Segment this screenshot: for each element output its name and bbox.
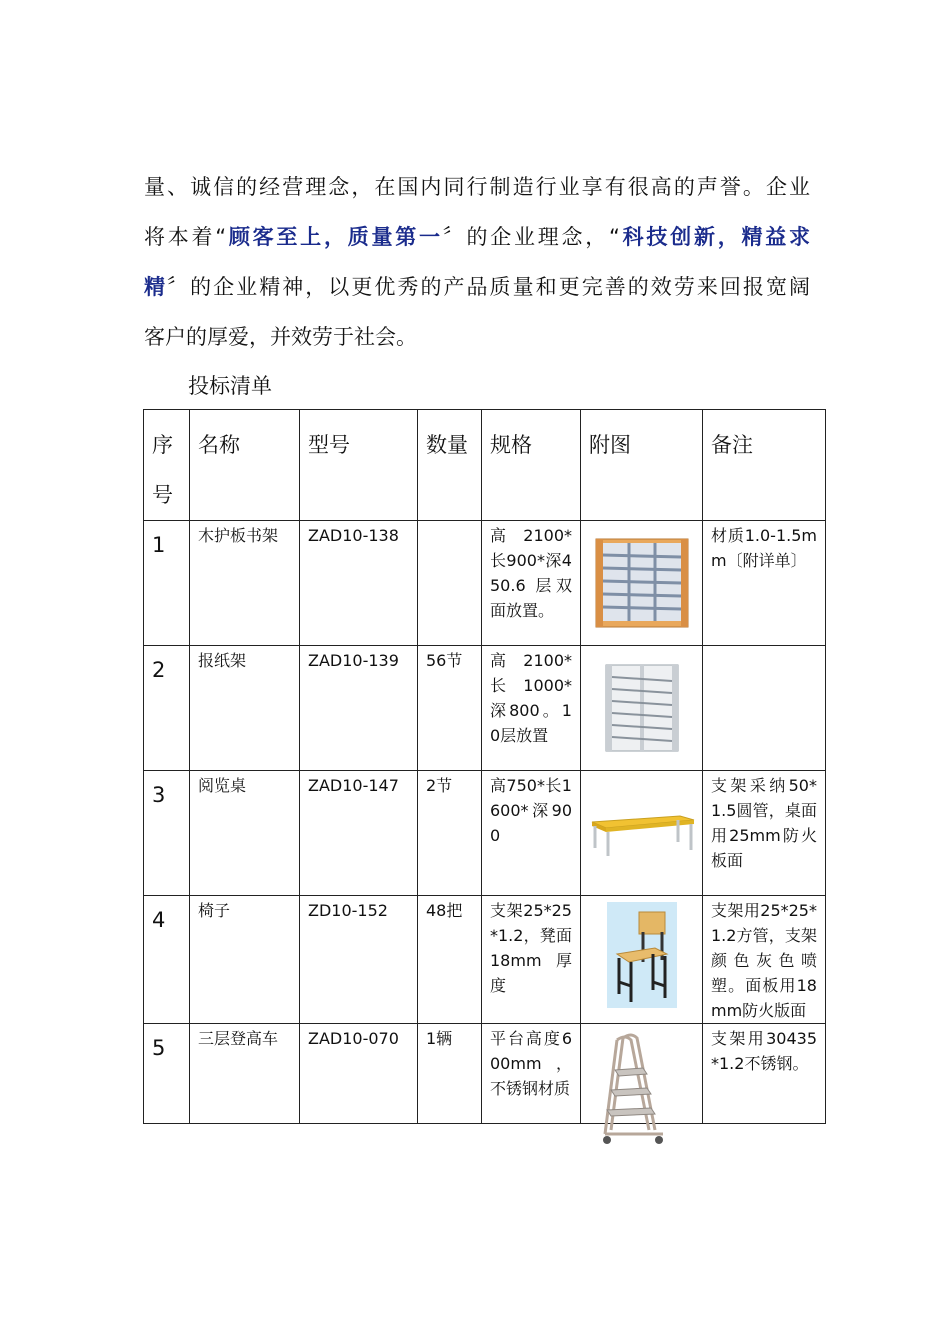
table-row xyxy=(144,1024,826,1124)
cell-text: ZAD10-147 xyxy=(308,776,399,795)
intro-text: 〞的企业理念，“ xyxy=(442,225,620,249)
cell-name xyxy=(190,1024,300,1124)
slogan-customer-first: 顾客至上，质量第一 xyxy=(226,225,443,249)
cell-text: 4 xyxy=(152,908,166,932)
cell-name xyxy=(190,896,300,1024)
cell-name xyxy=(190,521,300,646)
cell-text: 1辆 xyxy=(426,1029,453,1048)
slogan-innovation-end: 精 xyxy=(144,275,168,299)
table-row xyxy=(144,771,826,896)
header-label: 附图 xyxy=(589,433,631,457)
cell-text: ZAD10-138 xyxy=(308,526,399,545)
cell-text: 2 xyxy=(152,658,166,682)
cell-note xyxy=(703,646,826,771)
cell-spec xyxy=(482,1024,581,1124)
cell-text: ZAD10-139 xyxy=(308,651,399,670)
cell-model xyxy=(300,1024,418,1124)
intro-line-4: 客户的厚爱，并效劳于社会。 xyxy=(144,325,417,349)
wooden-bookshelf-image xyxy=(593,537,691,629)
header-label: 数量 xyxy=(426,433,468,457)
cell-text: 高 2100*长 1000*深800。10层放置 xyxy=(490,651,572,745)
cell-index xyxy=(144,771,190,896)
cell-note xyxy=(703,521,826,646)
cell-quantity xyxy=(418,646,482,771)
intro-line-3 xyxy=(144,262,810,312)
cell-text: 3 xyxy=(152,783,166,807)
cell-index xyxy=(144,521,190,646)
intro-line-1: 量、诚信的经营理念，在国内同行制造行业享有很高的声誉。企业 xyxy=(144,175,810,199)
cell-index xyxy=(144,1024,190,1124)
intro-text: 将本着“ xyxy=(144,225,227,249)
cell-text: 48把 xyxy=(426,901,463,920)
cell-text: 1 xyxy=(152,533,166,557)
header-label: 型号 xyxy=(308,433,350,457)
intro-text: 〞的企业精神，以更优秀的产品质量和更完善的效劳来回报宽阔 xyxy=(167,275,811,299)
cell-quantity xyxy=(418,521,482,646)
cell-spec xyxy=(482,896,581,1024)
cell-text: 支架用30435*1.2不锈钢。 xyxy=(711,1029,817,1073)
cell-image xyxy=(581,896,703,1024)
cell-text: 高 2100*长900*深450.6 层双面放置。 xyxy=(490,526,572,620)
reading-table-image xyxy=(588,808,696,858)
table-row xyxy=(144,896,826,1024)
cell-note xyxy=(703,1024,826,1124)
cell-text: 支架25*25*1.2，凳面18mm厚度 xyxy=(490,901,572,995)
cell-name xyxy=(190,646,300,771)
cell-text: 阅览桌 xyxy=(198,776,247,795)
header-quantity xyxy=(418,410,482,521)
header-spec xyxy=(482,410,581,521)
cell-text: 木护板书架 xyxy=(198,526,279,545)
cell-image xyxy=(581,1024,703,1124)
header-label: 序号 xyxy=(152,433,173,507)
cell-text: 支架采纳50*1.5圆管，桌面用25mm防火板面 xyxy=(711,776,817,870)
header-label: 名称 xyxy=(198,433,240,457)
cell-model xyxy=(300,521,418,646)
cell-text: 56节 xyxy=(426,651,463,670)
cell-image xyxy=(581,521,703,646)
cell-text xyxy=(703,646,825,648)
header-label: 备注 xyxy=(711,433,753,457)
cell-name xyxy=(190,771,300,896)
cell-note xyxy=(703,896,826,1024)
newspaper-rack-image xyxy=(604,663,680,753)
intro-line-2 xyxy=(144,212,810,262)
step-ladder-cart-image xyxy=(593,1030,677,1148)
cell-text: ZAD10-070 xyxy=(308,1029,399,1048)
header-model xyxy=(300,410,418,521)
slogan-innovation: 科技创新，精益求 xyxy=(619,225,810,249)
table-row xyxy=(144,521,826,646)
cell-image xyxy=(581,646,703,771)
header-note xyxy=(703,410,826,521)
cell-text xyxy=(418,521,481,523)
table-header-row xyxy=(144,410,826,521)
header-index xyxy=(144,410,190,521)
cell-note xyxy=(703,771,826,896)
cell-text: 三层登高车 xyxy=(198,1029,279,1048)
header-image xyxy=(581,410,703,521)
cell-spec xyxy=(482,771,581,896)
cell-model xyxy=(300,896,418,1024)
cell-text: 支架用25*25*1.2方管，支架颜色灰色喷塑。面板用18mm防火版面 xyxy=(711,901,817,1020)
cell-text: 5 xyxy=(152,1036,166,1060)
cell-text: 椅子 xyxy=(198,901,231,920)
cell-index xyxy=(144,896,190,1024)
cell-quantity xyxy=(418,1024,482,1124)
cell-model xyxy=(300,771,418,896)
bid-list-table xyxy=(143,409,826,1124)
cell-text: 2节 xyxy=(426,776,453,795)
cell-spec xyxy=(482,646,581,771)
cell-text: 报纸架 xyxy=(198,651,247,670)
cell-text: 高750*长1600*深900 xyxy=(490,776,572,845)
cell-text: 平台高度600mm，不锈钢材质 xyxy=(490,1029,572,1098)
intro-paragraph xyxy=(144,162,810,362)
cell-image xyxy=(581,771,703,896)
header-label: 规格 xyxy=(490,433,532,457)
table-caption: 投标清单 xyxy=(188,374,272,398)
table-row xyxy=(144,646,826,771)
cell-quantity xyxy=(418,771,482,896)
cell-text: 材质1.0-1.5mm〔附详单〕 xyxy=(711,526,817,570)
cell-text: ZD10-152 xyxy=(308,901,388,920)
cell-index xyxy=(144,646,190,771)
cell-quantity xyxy=(418,896,482,1024)
cell-model xyxy=(300,646,418,771)
cell-spec xyxy=(482,521,581,646)
chair-image xyxy=(607,902,677,1008)
header-name xyxy=(190,410,300,521)
